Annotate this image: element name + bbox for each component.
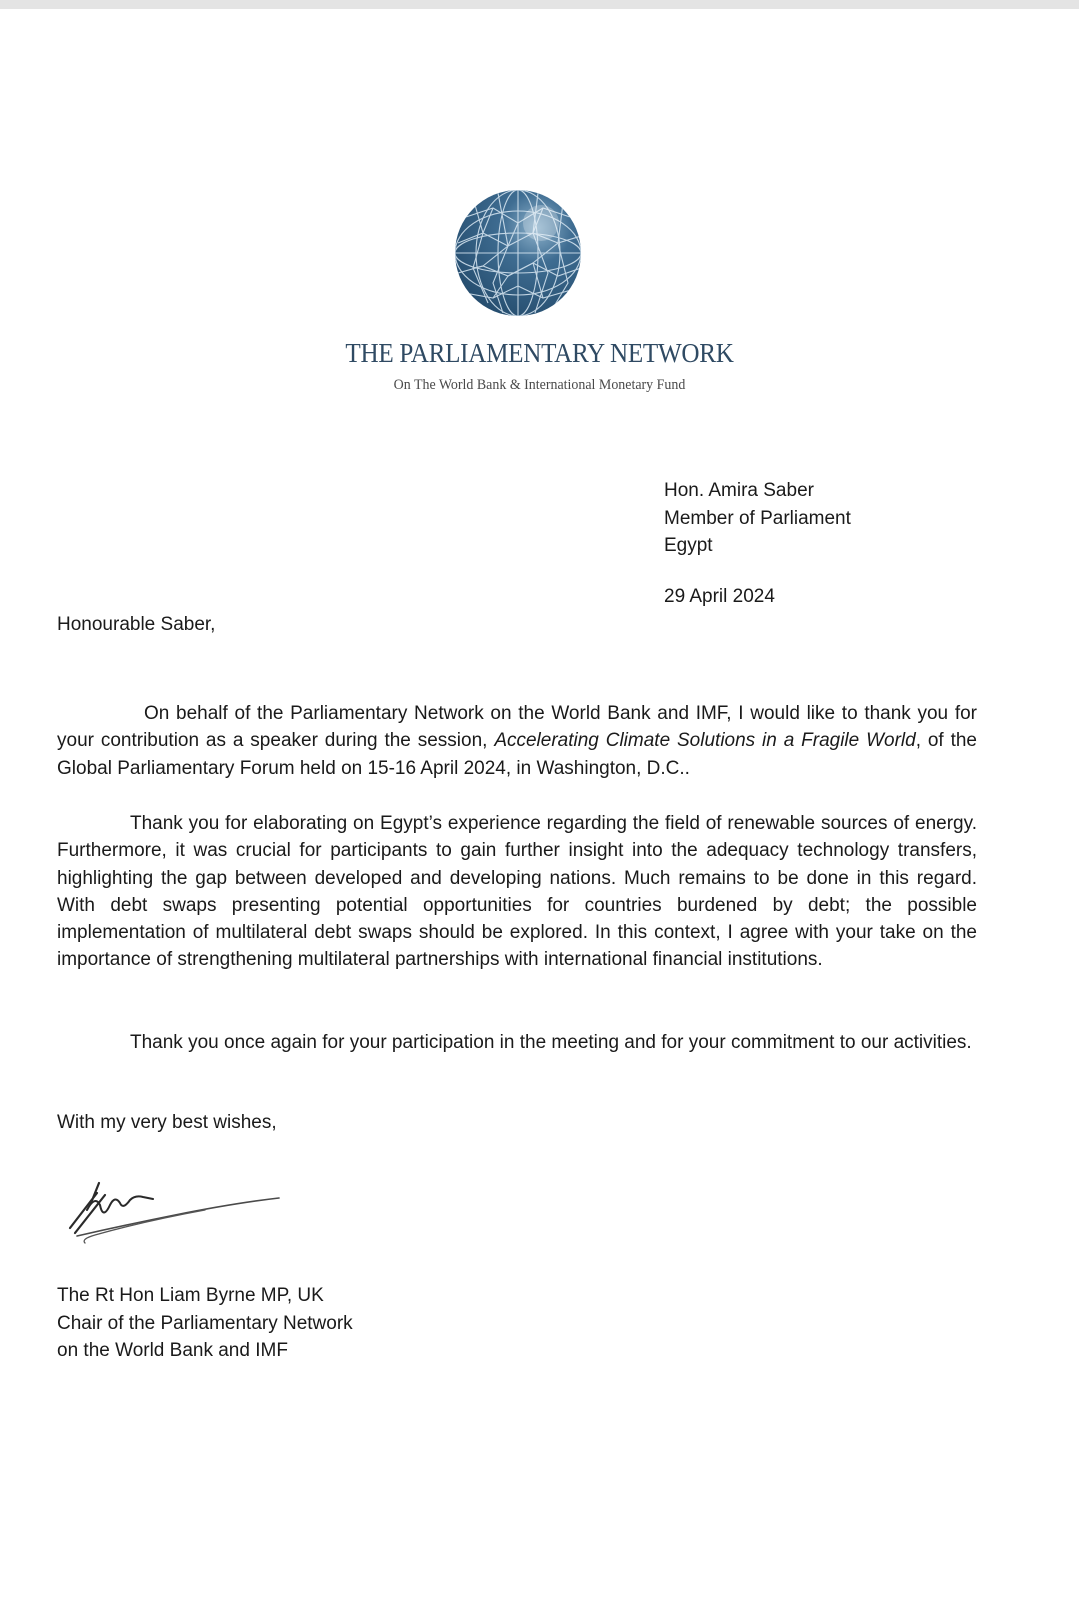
body-paragraph-1	[57, 700, 977, 782]
organization-name: THE PARLIAMENTARY NETWORK	[345, 338, 734, 368]
signer-block	[57, 1282, 353, 1365]
session-title: Accelerating Climate Solutions in a Fragile World	[494, 730, 916, 752]
p1-text-start: On behalf of the Parliamentary Network on the World Bank and IMF, I would like to thank you for your contribution as a speaker during the session,	[57, 703, 977, 752]
signer-name: The Rt Hon Liam Byrne MP, UK	[57, 1285, 324, 1306]
recipient-address	[664, 477, 851, 560]
signer-role-line-1: Chair of the Parliamentary Network	[57, 1312, 353, 1334]
salutation: Honourable Saber,	[57, 614, 216, 635]
recipient-name: Hon. Amira Saber	[664, 480, 814, 501]
top-bar	[0, 0, 1079, 9]
recipient-country: Egypt	[664, 535, 713, 556]
body-paragraph-2: Thank you for elaborating on Egypt’s experience regarding the field of renewable sources of energy. Furthermore, it was crucial for participants to gain further insight into the adequacy technology transfers, highlighting the gap between developed and developing nations. Much remains to be done in this regard. With debt swaps presenting potential opportunities for countries burdened by debt; the possible implementation of multilateral debt swaps should be explored. In this context, I agree with your take on the importance of strengthening multilateral partnerships with international financial institutions.	[57, 813, 977, 971]
body-paragraph-3: Thank you once again for your participation in the meeting and for your commitment to our activities.	[130, 1032, 972, 1053]
p1-text-end: , of the Global Parliamentary Forum held on 15-16 April 2024, in Washington, D.C..	[57, 730, 977, 779]
globe-mesh-icon	[453, 188, 583, 318]
organization-subtitle: On The World Bank & International Monetary Fund	[393, 377, 686, 393]
signer-role-line-2: on the World Bank and IMF	[57, 1340, 288, 1361]
closing: With my very best wishes,	[57, 1112, 277, 1133]
recipient-title: Member of Parliament	[664, 507, 851, 529]
handwritten-signature-icon	[65, 1165, 290, 1250]
letter-date: 29 April 2024	[664, 586, 775, 607]
